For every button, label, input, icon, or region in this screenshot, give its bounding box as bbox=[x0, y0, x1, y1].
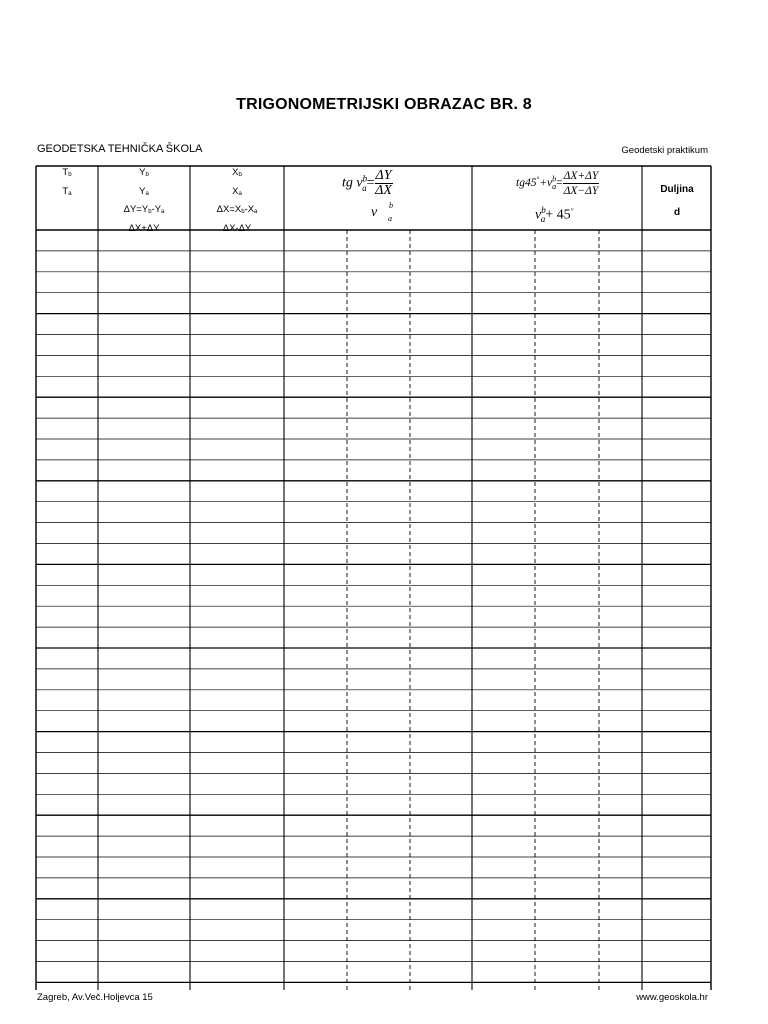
superscript: b bbox=[552, 174, 557, 184]
formula1-numerator: ΔY bbox=[375, 168, 392, 183]
subscript: b bbox=[148, 209, 152, 215]
header-points bbox=[36, 165, 98, 202]
superscript: b bbox=[389, 201, 393, 210]
subscript: b bbox=[145, 172, 149, 178]
subscript: a bbox=[238, 190, 242, 197]
subscript: a bbox=[68, 190, 72, 197]
header-xa: X bbox=[232, 185, 239, 197]
superscript: b bbox=[541, 205, 546, 215]
formula2-angle bbox=[535, 205, 573, 224]
header-delta-y: ΔY=Y bbox=[123, 204, 149, 215]
header-point-a: T bbox=[62, 185, 69, 197]
subscript: a bbox=[552, 182, 557, 192]
form-grid bbox=[35, 165, 713, 990]
formula1-angle bbox=[371, 201, 393, 223]
page-title: TRIGONOMETRIJSKI OBRAZAC BR. 8 bbox=[236, 96, 532, 113]
header-delta-x: ΔX=X bbox=[216, 204, 242, 215]
subject-name: Geodetski praktikum bbox=[621, 145, 708, 156]
formula2-plus: +ν bbox=[539, 177, 553, 190]
header-ya: Y bbox=[139, 185, 146, 197]
subscript: a bbox=[540, 214, 546, 225]
subscript: a bbox=[161, 209, 165, 215]
header-delta-x-rest: -X bbox=[244, 204, 255, 215]
header-x-coordinates bbox=[190, 165, 284, 236]
header-xb: X bbox=[232, 167, 239, 178]
formula1-lhs: tg ν bbox=[342, 175, 363, 191]
header-length-symbol: d bbox=[673, 207, 681, 218]
formula2-lhs: tg45 bbox=[516, 177, 537, 190]
formula2-equals: = bbox=[556, 177, 563, 190]
subscript: a bbox=[145, 190, 149, 197]
formula1-fraction bbox=[375, 169, 393, 198]
subscript: a bbox=[362, 182, 367, 193]
header-dx-plus-dy: ΔX+ΔY bbox=[128, 222, 160, 234]
header-point-b: T bbox=[62, 167, 69, 178]
angle-symbol: ν bbox=[371, 205, 378, 220]
header-y-coordinates bbox=[98, 165, 190, 236]
degree: ° bbox=[570, 207, 574, 215]
subscript: b bbox=[238, 172, 242, 178]
formula2-numerator: ΔX+ΔY bbox=[563, 170, 599, 182]
degree: ° bbox=[536, 175, 540, 184]
footer-website: www.geoskola.hr bbox=[636, 992, 708, 1003]
angle-symbol: ν bbox=[535, 207, 542, 223]
header-delta-y-rest: -Y bbox=[151, 204, 162, 215]
header-length-label: Duljina bbox=[660, 184, 694, 195]
subscript: b bbox=[241, 209, 245, 215]
formula-direction-angle bbox=[342, 169, 393, 198]
school-name: GEODETSKA TEHNIČKA ŠKOLA bbox=[37, 143, 203, 155]
subscript: a bbox=[254, 209, 258, 215]
formula1-denominator: ΔX bbox=[375, 183, 392, 198]
header-yb: Y bbox=[139, 167, 146, 178]
header-length bbox=[644, 178, 710, 224]
formula1-equals: = bbox=[366, 175, 375, 191]
subscript: a bbox=[388, 214, 392, 223]
footer-address: Zagreb, Av.Več.Holjevca 15 bbox=[37, 992, 153, 1003]
formula2-angle-offset: + 45 bbox=[545, 207, 571, 223]
formula-auxiliary-angle bbox=[516, 169, 599, 198]
subscript: b bbox=[68, 172, 72, 178]
header-dx-minus-dy: ΔX-ΔY bbox=[222, 222, 252, 234]
superscript: b bbox=[362, 173, 368, 184]
formula2-denominator: ΔX−ΔY bbox=[563, 185, 599, 197]
formula2-fraction bbox=[563, 169, 600, 198]
